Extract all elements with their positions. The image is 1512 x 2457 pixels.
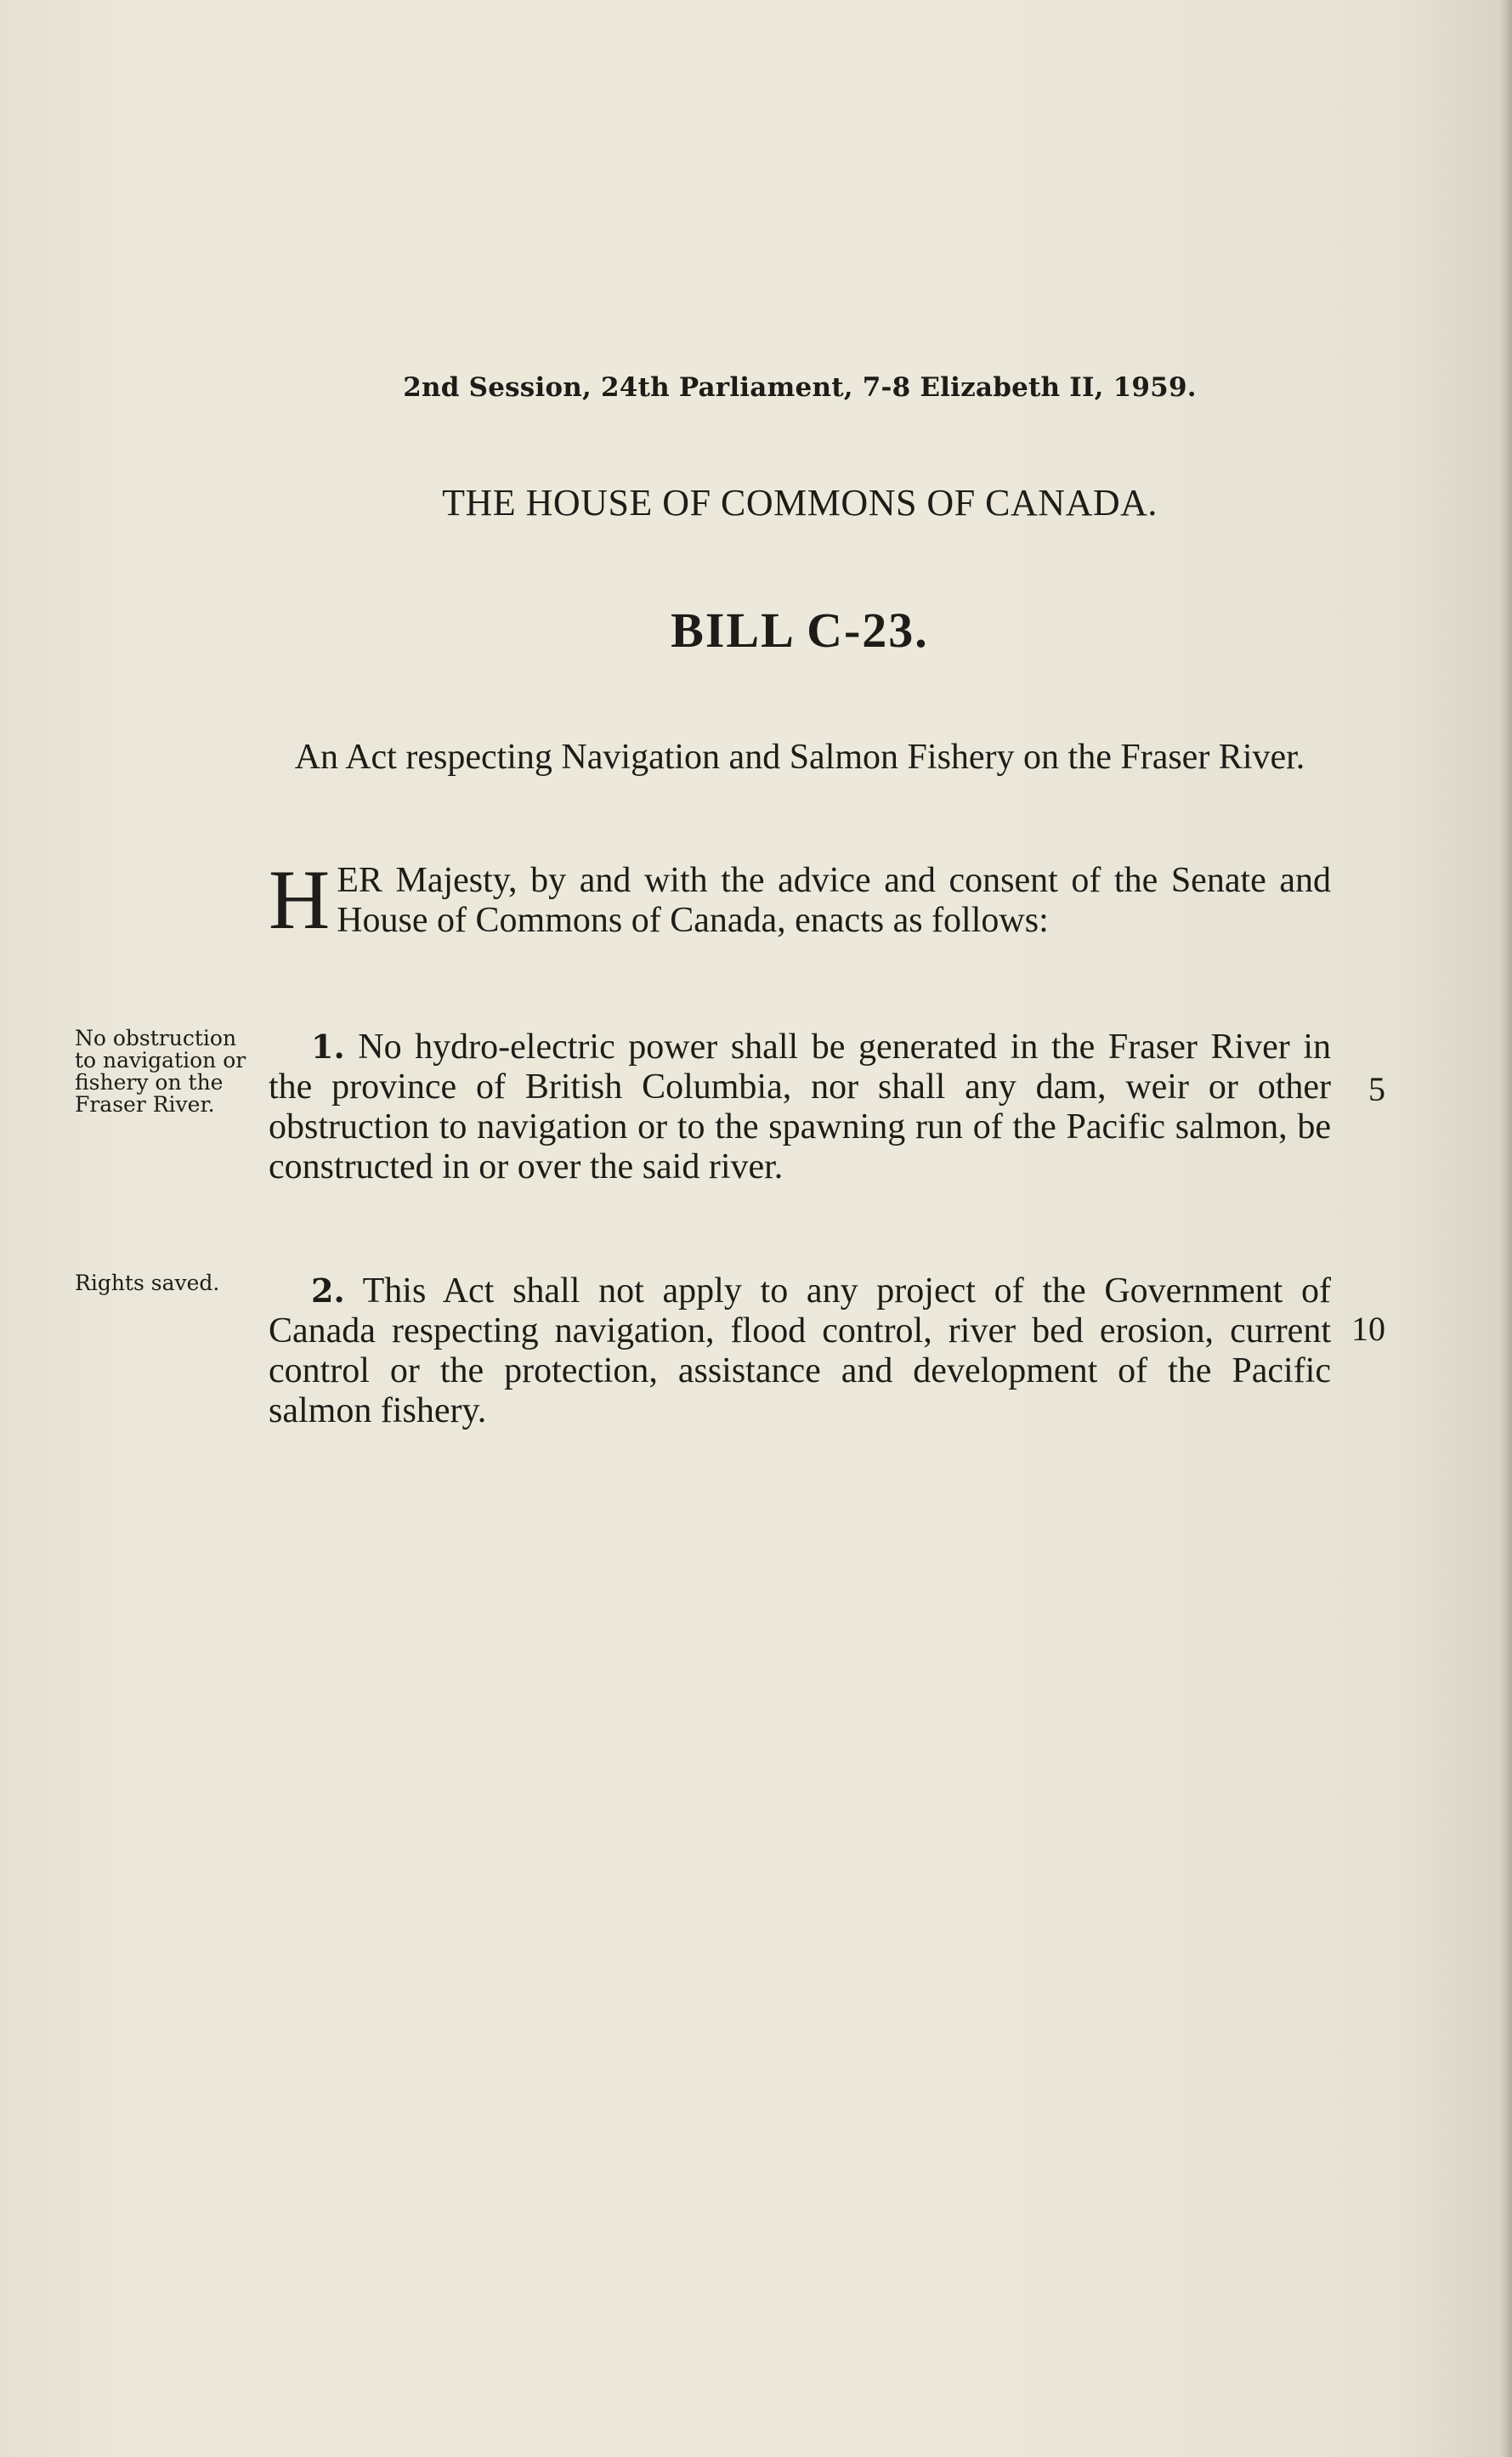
enacting-clause bbox=[269, 852, 1331, 947]
section-2-number: 2. bbox=[311, 1271, 345, 1310]
marginal-note-section-2: Rights saved. bbox=[75, 1271, 220, 1295]
marginal-note-section-1: No obstruction to navigation or fishery on the Fraser River. bbox=[75, 1026, 246, 1117]
line-number-10: 10 bbox=[1351, 1310, 1385, 1348]
act-title: An Act respecting Navigation and Salmon Fishery on the Fraser River. bbox=[294, 738, 1305, 777]
bill-number: BILL C-23. bbox=[671, 603, 929, 658]
drop-cap: H bbox=[269, 852, 331, 947]
page-binding-shadow bbox=[1500, 0, 1512, 2457]
section-1-text: No hydro-electric power shall be generated in the Fraser River in the province of British Columbia, nor shall any dam, weir or other obstruction to navigation or to the spawning run of the Pacific salmon, be constructed in or over the said river. bbox=[269, 1028, 1332, 1186]
section-2 bbox=[269, 1271, 1331, 1431]
enacting-text: ER Majesty, by and with the advice and consent of the Senate and House of Commons of Canada, enacts as follows: bbox=[337, 861, 1331, 940]
section-1-number: 1. bbox=[311, 1028, 345, 1066]
house-heading: THE HOUSE OF COMMONS OF CANADA. bbox=[442, 482, 1158, 524]
section-1 bbox=[269, 1027, 1331, 1187]
session-heading: 2nd Session, 24th Parliament, 7-8 Elizabeth II, 1959. bbox=[403, 372, 1197, 403]
section-2-text: This Act shall not apply to any project of the Government of Canada respecting navigation, flood control, river bed erosion, current control or the protection, assistance and development of the Pacific salmon fishery. bbox=[269, 1271, 1331, 1430]
line-number-5: 5 bbox=[1368, 1070, 1385, 1108]
